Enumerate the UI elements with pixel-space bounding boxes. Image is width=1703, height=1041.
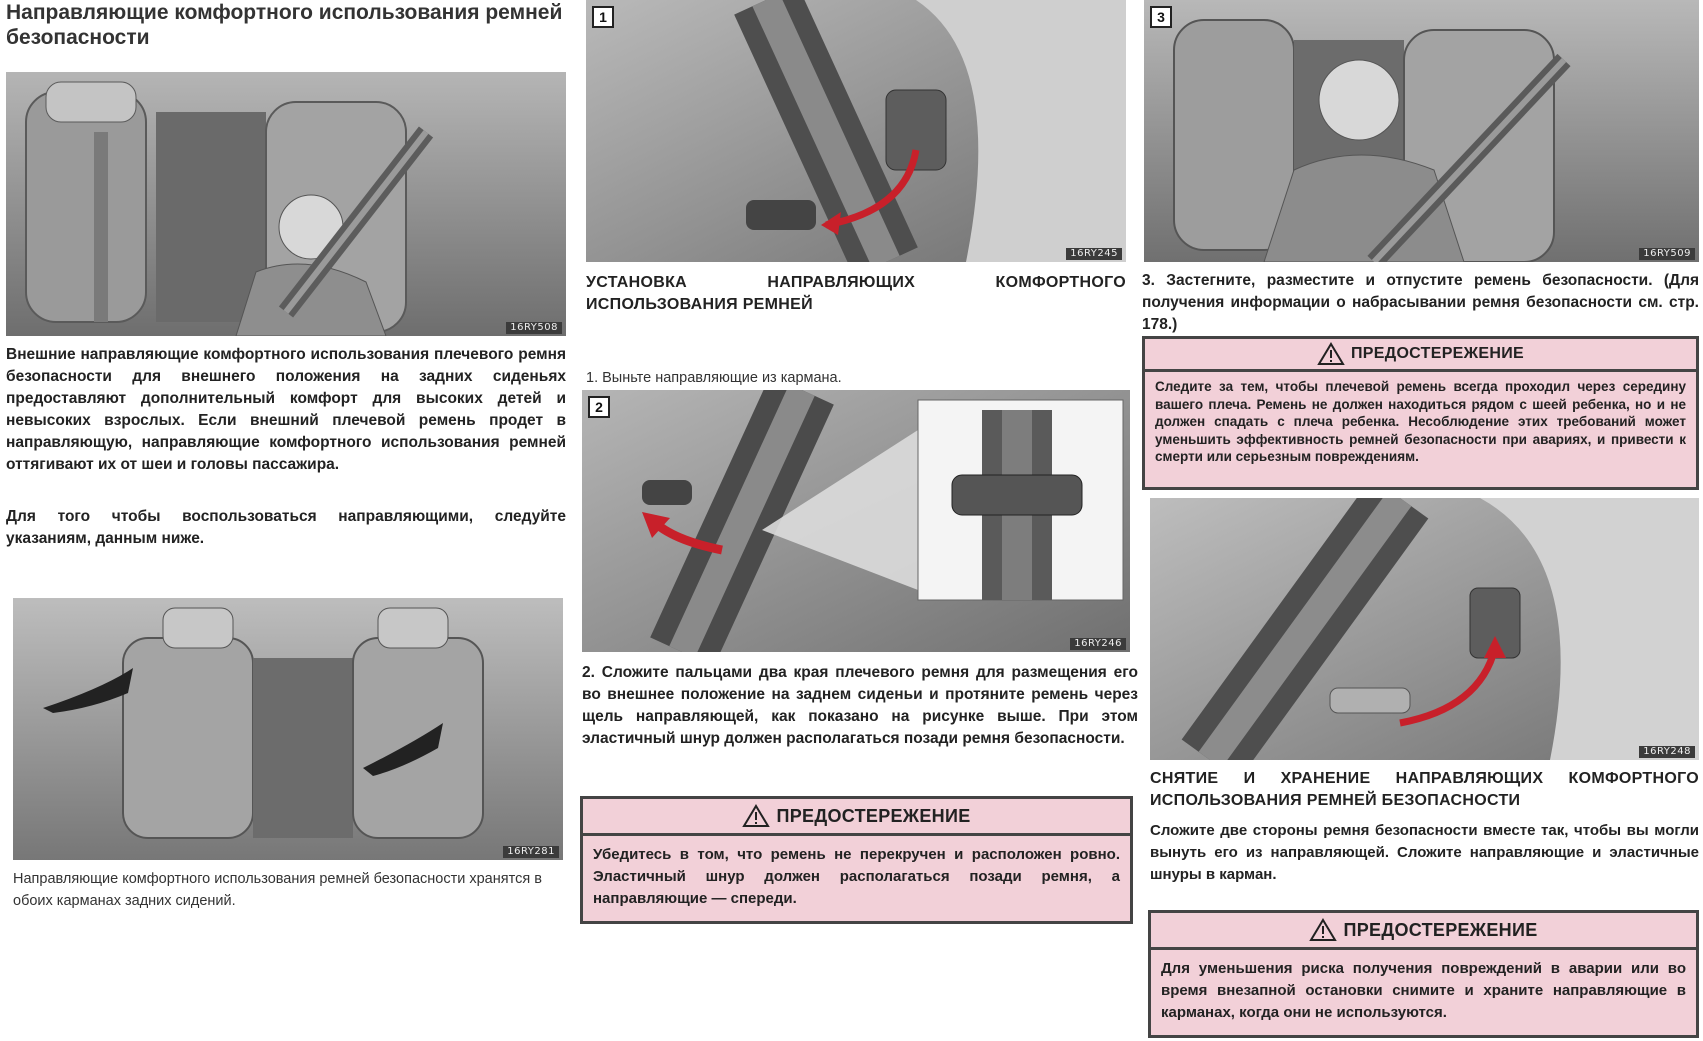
figure-code: 16RY248 <box>1639 746 1695 758</box>
illustration-fasten-belt <box>1144 0 1699 262</box>
warning-text: Следите за тем, чтобы плечевой ремень всегда проходил через середину вашего плеча. Ремень не должен находиться рядом с шеей ребенка, но и не должен спадать с плеча ребенка. Несоблюдение этих требований может уменьшить эффективность ремней безопасности при авариях, и привести к смерти или серьезным повреждениям. <box>1155 379 1686 464</box>
step-2-text: 2. Сложите пальцами два края плечевого ремня для размещения его во внешнее положение на заднем сиденьи и протяните ремень через щель направляющей, как показано на рисунке выше. При этом эластичный шнур должен располагаться позади ремня безопасности. <box>582 664 1138 747</box>
step-3-text: 3. Застегните, разместите и отпустите ремень безопасности. (Для получения информации о набрасывании ремня безопасности см. стр. 178.) <box>1142 272 1699 333</box>
figure-code: 16RY245 <box>1066 248 1122 260</box>
figure-step-1 <box>586 0 1126 262</box>
illustration-rear-seats <box>13 598 563 860</box>
figure-removal <box>1150 498 1699 760</box>
figure-step-3 <box>1144 0 1699 262</box>
figure-code: 16RY509 <box>1639 248 1695 260</box>
figure-rear-seats <box>13 598 563 860</box>
warning-header <box>1145 339 1696 369</box>
warning-triangle-icon <box>1317 342 1345 366</box>
warning-title: ПРЕДОСТЕРЕЖЕНИЕ <box>1343 919 1538 940</box>
removal-heading: СНЯТИЕ И ХРАНЕНИЕ НАПРАВЛЯЮЩИХ КОМФОРТНОГО ИСПОЛЬЗОВАНИЯ РЕМНЕЙ БЕЗОПАСНОСТИ <box>1150 770 1699 809</box>
step-1-text: 1. Выньте направляющие из кармана. <box>586 370 842 386</box>
figure-step-2 <box>582 390 1130 652</box>
step-number: 2 <box>588 396 610 418</box>
figure-code: 16RY281 <box>503 846 559 858</box>
step-number: 3 <box>1150 6 1172 28</box>
warning-box <box>1142 336 1699 490</box>
intro-paragraph: Внешние направляющие комфортного использования плечевого ремня безопасности для внешнего положения на задних сиденьях предоставляют дополнительный комфорт для высоких детей и невысоких взрослых. Если внешний плечевой ремень продет в направляющую, направляющие комфортного использования ремней оттягивают их от шеи и головы пассажира. <box>6 346 566 473</box>
warning-box <box>580 796 1133 924</box>
figure-child-in-seat <box>6 72 566 336</box>
install-heading: УСТАНОВКА НАПРАВЛЯЮЩИХ КОМФОРТНОГО ИСПОЛЬЗОВАНИЯ РЕМНЕЙ <box>586 274 1126 313</box>
warning-triangle-icon <box>1309 918 1337 942</box>
illustration-remove-guide <box>586 0 1126 262</box>
warning-text: Для уменьшения риска получения повреждений в аварии или во время внезапной остановки снимите и храните направляющие в карманах, когда они не используются. <box>1161 960 1686 1021</box>
warning-title: ПРЕДОСТЕРЕЖЕНИЕ <box>776 805 971 826</box>
removal-paragraph: Сложите две стороны ремня безопасности вместе так, чтобы вы могли вынуть его из направляющей. Сложите направляющие и эластичные шнуры в карман. <box>1150 822 1699 883</box>
warning-triangle-icon <box>742 804 770 828</box>
figure-code: 16RY246 <box>1070 638 1126 650</box>
illustration-child-seat <box>6 72 566 336</box>
page-title: Направляющие комфортного использования ремней безопасности <box>6 1 563 49</box>
warning-header <box>583 799 1130 833</box>
illustration-remove-guide <box>1150 498 1699 760</box>
warning-text: Убедитесь в том, что ремень не перекручен и расположен ровно. Эластичный шнур должен располагаться позади ремня, а направляющие — спереди. <box>593 846 1120 907</box>
instruction-paragraph: Для того чтобы воспользоваться направляющими, следуйте указаниям, данным ниже. <box>6 508 566 547</box>
figure-caption: Направляющие комфортного использования ремней безопасности хранятся в обоих карманах задних сидений. <box>13 871 542 909</box>
figure-code: 16RY508 <box>506 322 562 334</box>
warning-title: ПРЕДОСТЕРЕЖЕНИЕ <box>1351 345 1524 362</box>
illustration-thread-belt <box>582 390 1130 652</box>
step-number: 1 <box>592 6 614 28</box>
warning-header <box>1151 913 1696 947</box>
warning-box <box>1148 910 1699 1038</box>
